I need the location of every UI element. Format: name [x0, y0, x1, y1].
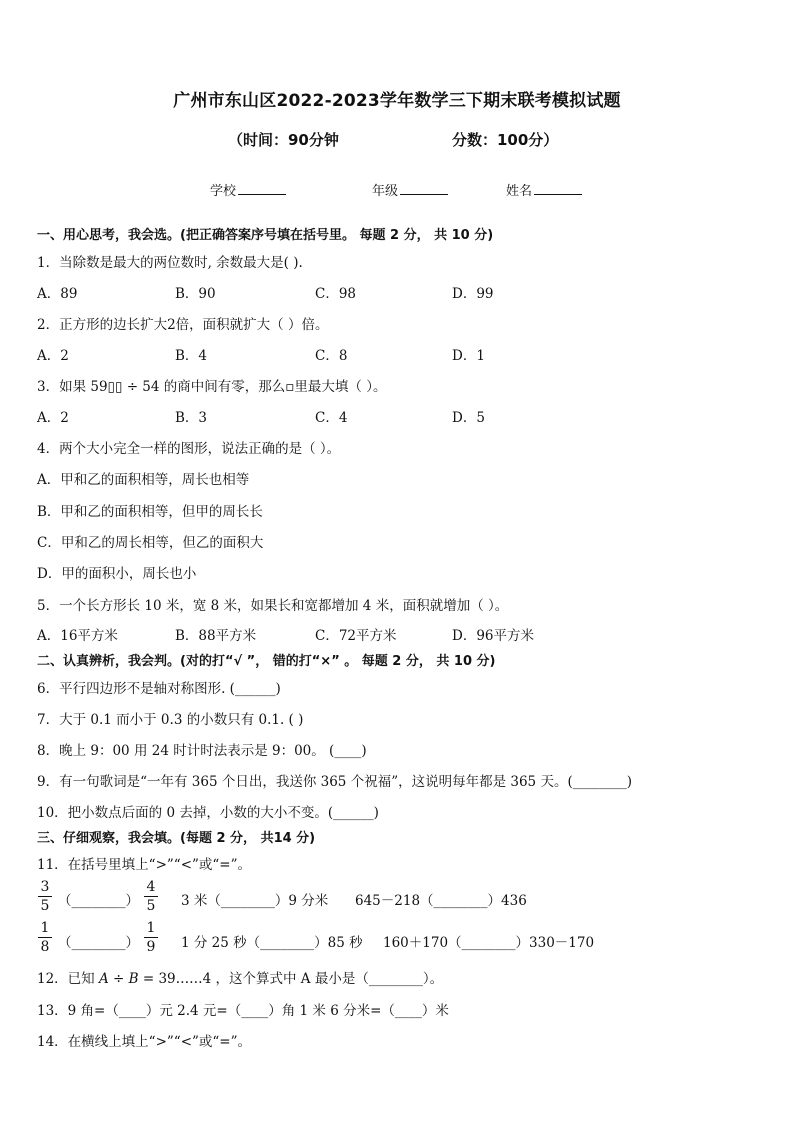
- page-title: 广州市东山区2022-2023学年数学三下期末联考模拟试题: [173, 91, 621, 111]
- question-12[interactable]: [37, 967, 443, 987]
- question-5: 5．一个长方形长 10 米，宽 8 米，如果长和宽都增加 4 米，面积就增加（ ）。: [37, 598, 509, 614]
- fraction-denominator: 9: [146, 939, 156, 955]
- q2-option-b[interactable]: B．4: [175, 348, 208, 364]
- q11-r2-compare-3[interactable]: 160＋170（________）330－170: [383, 935, 595, 951]
- school-label: 学校: [210, 184, 237, 199]
- grade-blank[interactable]: [400, 182, 448, 195]
- school-field: [210, 180, 286, 199]
- grade-field: [372, 180, 448, 199]
- name-blank[interactable]: [534, 182, 582, 195]
- fraction-bar: [144, 937, 158, 938]
- q1-option-d[interactable]: D．99: [452, 286, 494, 302]
- q2-option-c[interactable]: C．8: [315, 348, 348, 364]
- fraction-numerator: 1: [146, 920, 156, 936]
- question-4: 4．两个大小完全一样的图形，说法正确的是（ ）。: [37, 441, 341, 457]
- fraction-bar: [38, 896, 52, 897]
- question-8[interactable]: 8．晚上 9：00 用 24 时计时法表示是 9：00。 (____): [37, 743, 367, 759]
- q12-expression: A ÷ B: [98, 971, 139, 987]
- q11-r2-compare-2[interactable]: 1 分 25 秒（________）85 秒: [181, 935, 363, 951]
- name-label: 姓名: [506, 184, 533, 199]
- q11-r1-fraction-right: [144, 879, 158, 914]
- q4-option-b[interactable]: B．甲和乙的面积相等，但甲的周长长: [37, 504, 263, 520]
- section3-heading: 三、仔细观察，我会填。(每题 2 分， 共14 分): [37, 831, 316, 846]
- q2-option-d[interactable]: D．1: [452, 348, 485, 364]
- q12-prefix: 12．已知: [37, 971, 99, 987]
- q4-option-c[interactable]: C．甲和乙的周长相等，但乙的面积大: [37, 535, 264, 551]
- question-2: 2．正方形的边长扩大2倍，面积就扩大（ ）倍。: [37, 317, 329, 333]
- school-blank[interactable]: [238, 182, 286, 195]
- q11-r1-fraction-left: [38, 879, 52, 914]
- question-7[interactable]: 7．大于 0.1 而小于 0.3 的小数只有 0.1. ( ): [37, 712, 304, 728]
- question-9[interactable]: 9．有一句歌词是“一年有 365 个日出，我送你 365 个祝福”，这说明每年都是 365 天。(________): [37, 774, 632, 790]
- fraction-numerator: 1: [40, 920, 50, 936]
- fraction-denominator: 5: [40, 898, 50, 914]
- q11-r2-blank-1[interactable]: （________）: [58, 935, 139, 951]
- q1-option-c[interactable]: C．98: [315, 286, 357, 302]
- question-1: 1．当除数是最大的两位数时, 余数最大是( ).: [37, 255, 303, 271]
- section1-heading: 一、用心思考，我会选。(把正确答案序号填在括号里。 每题 2 分， 共 10 分): [37, 228, 494, 243]
- q3-option-d[interactable]: D．5: [452, 410, 485, 426]
- q1-option-a[interactable]: A．89: [37, 286, 78, 302]
- q12-suffix: = 39……4 ，这个算式中 A 最小是（________）。: [138, 971, 444, 987]
- q3-option-a[interactable]: A．2: [37, 410, 69, 426]
- q5-option-b[interactable]: B．88平方米: [175, 628, 257, 644]
- q3-option-c[interactable]: C．4: [315, 410, 348, 426]
- fraction-bar: [144, 896, 158, 897]
- question-3: 3．如果 59▯▯ ÷ 54 的商中间有零，那么▫里最大填（ ）。: [37, 379, 387, 395]
- q5-option-c[interactable]: C．72平方米: [315, 628, 397, 644]
- q11-r2-fraction-left: [38, 920, 52, 955]
- fraction-numerator: 3: [40, 879, 50, 895]
- q11-r1-compare-3[interactable]: 645－218（________）436: [355, 893, 527, 909]
- fraction-denominator: 8: [40, 939, 50, 955]
- question-6[interactable]: 6．平行四边形不是轴对称图形. (______): [37, 681, 281, 697]
- grade-label: 年级: [372, 184, 399, 199]
- q2-option-a[interactable]: A．2: [37, 348, 69, 364]
- question-10[interactable]: 10．把小数点后面的 0 去掉，小数的大小不变。(______): [37, 805, 379, 821]
- q5-option-d[interactable]: D．96平方米: [452, 628, 535, 644]
- section2-heading: 二、认真辨析，我会判。(对的打“√ ”， 错的打“×” 。 每题 2 分， 共 10 分): [37, 654, 496, 669]
- q11-r1-compare-2[interactable]: 3 米（________）9 分米: [181, 893, 329, 909]
- name-field: [506, 180, 582, 199]
- exam-time: （时间：90分钟: [228, 131, 339, 149]
- q5-option-a[interactable]: A．16平方米: [37, 628, 118, 644]
- q4-option-a[interactable]: A．甲和乙的面积相等，周长也相等: [37, 472, 250, 488]
- q4-option-d[interactable]: D．甲的面积小，周长也小: [37, 566, 197, 582]
- q11-r1-blank-1[interactable]: （________）: [58, 893, 139, 909]
- q11-r2-fraction-right: [144, 920, 158, 955]
- fraction-denominator: 5: [146, 898, 156, 914]
- fraction-bar: [38, 937, 52, 938]
- fraction-numerator: 4: [146, 879, 156, 895]
- question-13[interactable]: 13．9 角=（____）元 2.4 元=（____）角 1 米 6 分米=（____）米: [37, 1003, 449, 1019]
- exam-score: 分数：100分）: [452, 131, 559, 149]
- q3-option-b[interactable]: B．3: [175, 410, 208, 426]
- q1-option-b[interactable]: B．90: [175, 286, 216, 302]
- question-11: 11．在括号里填上“>”“<”或“=”。: [37, 857, 252, 873]
- question-14: 14．在横线上填上“>”“<”或“=”。: [37, 1034, 252, 1050]
